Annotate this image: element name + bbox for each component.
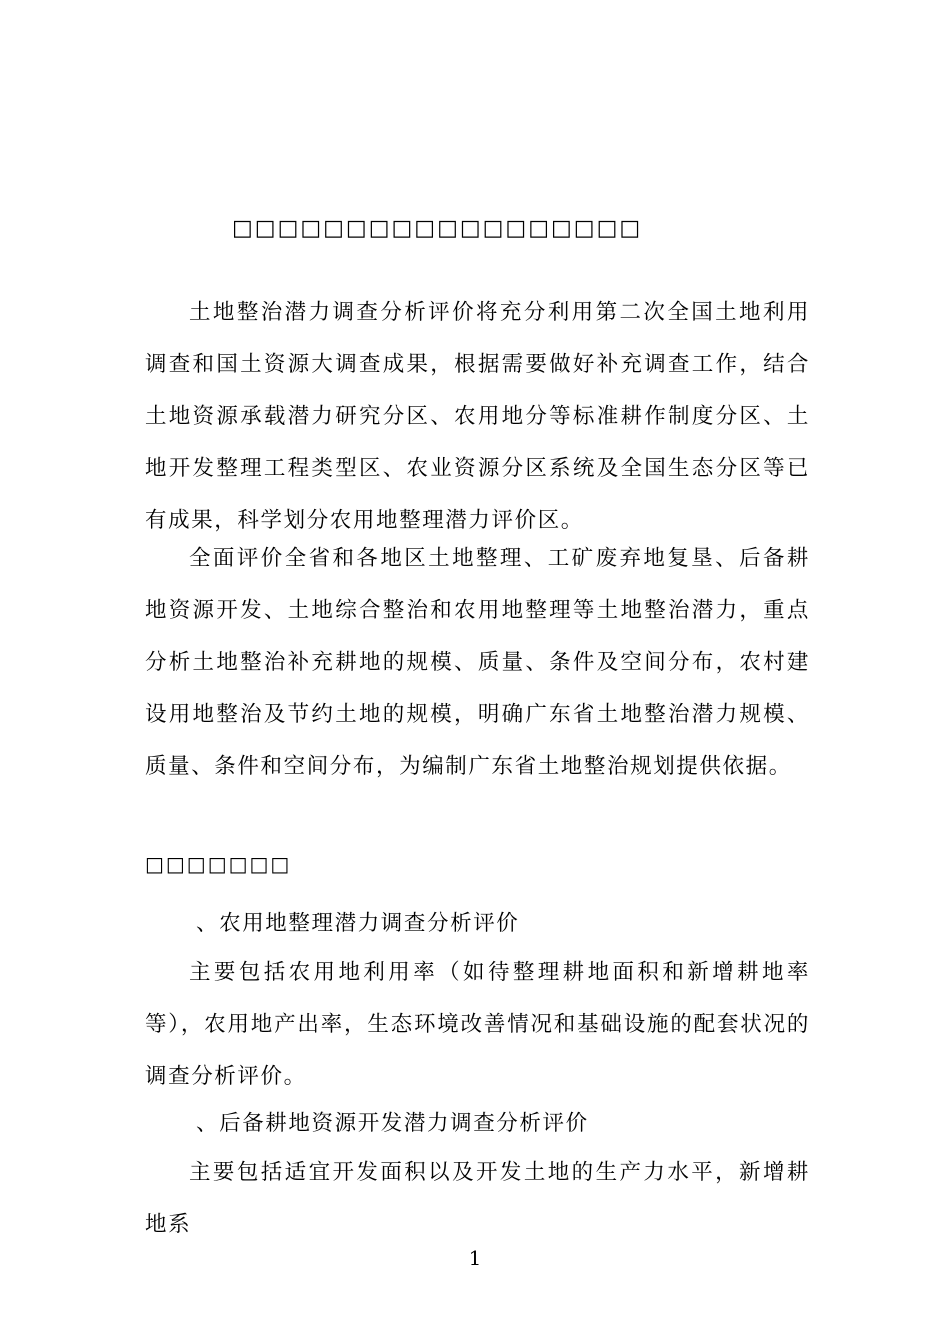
section-heading-2: □□□□□□□ [145, 852, 292, 876]
subsection-body-1: 主要包括农用地利用率（如待整理耕地面积和新增耕地率等），农用地产出率，生态环境改善情况和基础设施的配套状况的调查分析评价。 [145, 960, 810, 1089]
page-number: 1 [468, 1246, 482, 1270]
subsection-title-1: 、农用地整理潜力调查分析评价 [196, 911, 520, 936]
subsection-body-2: 主要包括适宜开发面积以及开发土地的生产力水平，新增耕地系 [145, 1160, 810, 1237]
section-heading-1: □□□□□□□□□□□□□□□□□□ [232, 216, 643, 241]
paragraph-2: 全面评价全省和各地区土地整理、工矿废弃地复垦、后备耕地资源开发、土地综合整治和农用地整理等土地整治潜力，重点分析土地整治补充耕地的规模、质量、条件及空间分布，农村建设用地整治及节约土地的规模，明确广东省土地整治潜力规模、质量、条件和空间分布，为编制广东省土地整治规划提供依据。 [145, 546, 810, 779]
paragraph-1: 土地整治潜力调查分析评价将充分利用第二次全国土地利用调查和国土资源大调查成果，根据需要做好补充调查工作，结合土地资源承载潜力研究分区、农用地分等标准耕作制度分区、土地开发整理工程类型区、农业资源分区系统及全国生态分区等已有成果，科学划分农用地整理潜力评价区。 [145, 300, 810, 533]
subsection-title-2: 、后备耕地资源开发潜力调查分析评价 [196, 1111, 589, 1136]
